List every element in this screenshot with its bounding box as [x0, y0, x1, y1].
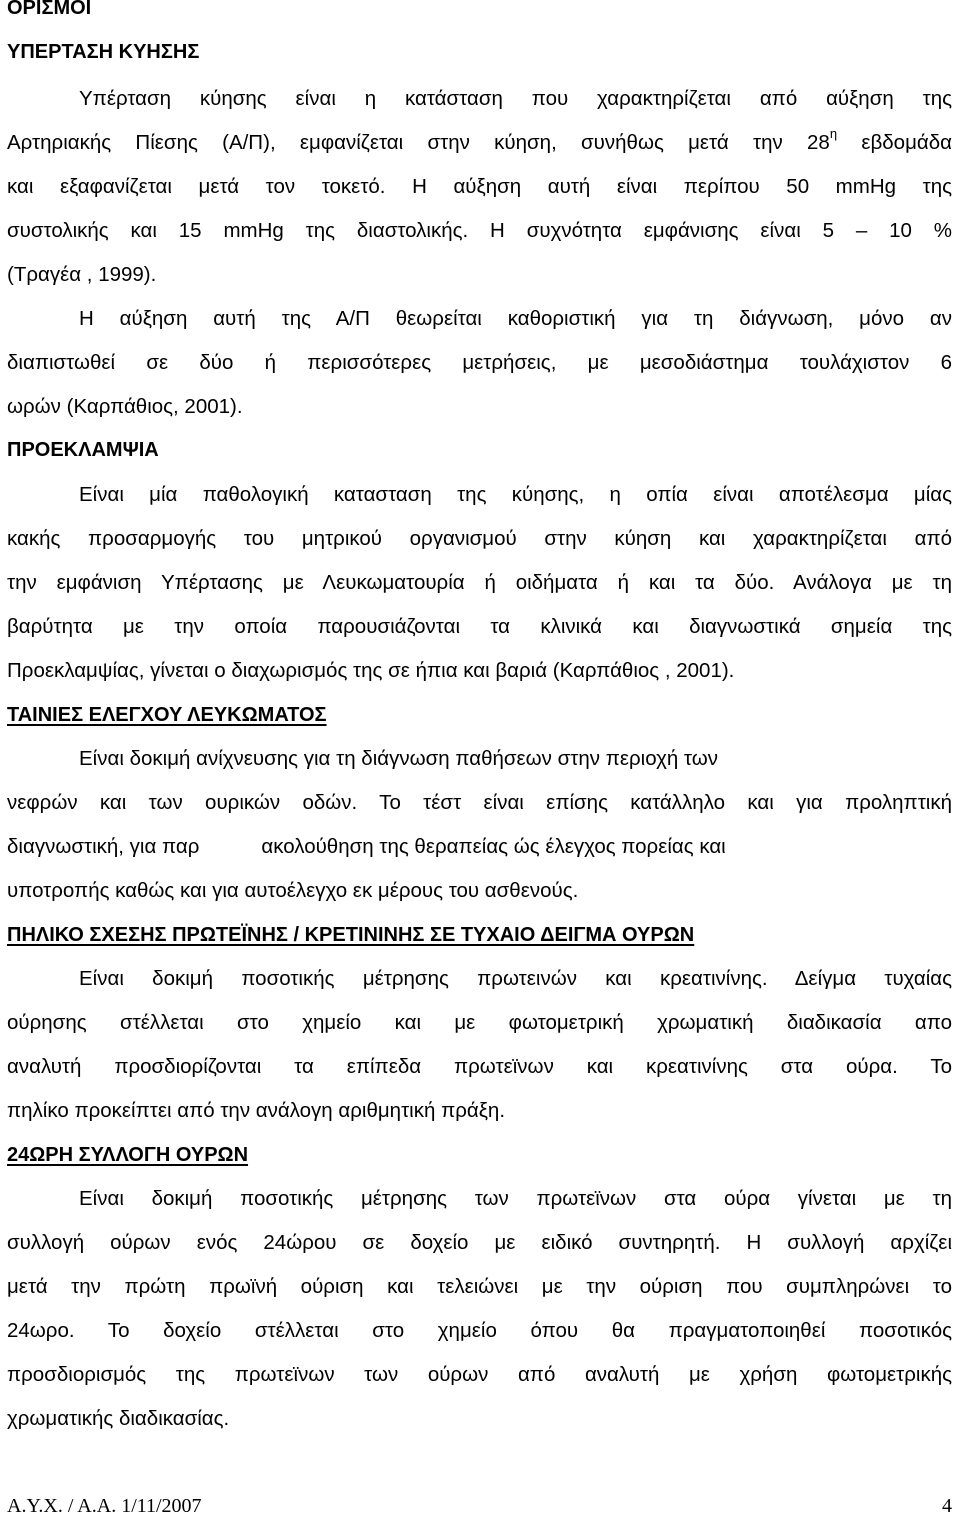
hypertension-line-2: Αρτηριακής Πίεσης (Α/Π), εμφανίζεται στην κύηση, συνήθως μετά την $28^\eta$ εβδομάδα: [7, 126, 952, 154]
page-footer: [7, 1494, 952, 1520]
footer-author-date: Α.Υ.Χ. / Α.Α. 1/11/2007: [7, 1495, 202, 1517]
strips-line-4: υποτροπής καθώς και για αυτοέλεγχο εκ μέρους του ασθενούς.: [7, 879, 579, 902]
heading-orismoi: ΟΡΙΣΜΟΙ: [7, 0, 92, 19]
collection-line-5: προσδιορισμός της πρωτεϊνων των ούρων από αναλυτή με χρήση φωτομετρικής: [7, 1363, 952, 1386]
heading-protein-strips: ΤΑΙΝΙΕΣ ΕΛΕΓΧΟΥ ΛΕΥΚΩΜΑΤΟΣ: [7, 704, 327, 726]
hypertension-line-7: διαπιστωθεί σε δύο ή περισσότερες μετρήσεις, με μεσοδιάστημα τουλάχιστον 6: [7, 351, 952, 374]
preeclampsia-line-4: βαρύτητα με την οποία παρουσιάζονται τα κλινικά και διαγνωστικά σημεία της: [7, 615, 952, 638]
collection-line-4: 24ωρο. Το δοχείο στέλλεται στο χημείο όπου θα πραγματοποιηθεί ποσοτικός: [7, 1319, 952, 1342]
collection-line-6: χρωματικής διαδικασίας.: [7, 1407, 230, 1430]
page-number: 4: [942, 1495, 952, 1517]
heading-preeclampsia: ΠΡΟΕΚΛΑΜΨΙΑ: [7, 439, 159, 461]
collection-line-2: συλλογή ούρων ενός 24ώρου σε δοχείο με ειδικό συντηρητή. Η συλλογή αρχίζει: [7, 1231, 952, 1254]
heading-24h-urine-collection: 24ΩΡΗ ΣΥΛΛΟΓΗ ΟΥΡΩΝ: [7, 1144, 249, 1166]
ratio-line-1: Είναι δοκιμή ποσοτικής μέτρησης πρωτεινών και κρεατινίνης. Δείγμα τυχαίας: [79, 967, 952, 990]
heading-hypertension: ΥΠΕΡΤΑΣΗ ΚΥΗΣΗΣ: [7, 41, 200, 63]
hypertension-line-4: συστολικής και 15 mmHg της διαστολικής. Η συχνότητα εμφάνισης είναι 5 – 10 %: [7, 219, 952, 242]
ratio-line-3: αναλυτή προσδιορίζονται τα επίπεδα πρωτεϊνων και κρεατινίνης στα ούρα. Το: [7, 1055, 952, 1078]
strips-line-3: διαγνωστική, για παρ ακολούθηση της θεραπείας ώς έλεγχος πορείας και: [7, 835, 726, 858]
hypertension-line-5: (Τραγέα , 1999).: [7, 263, 157, 286]
hypertension-line-6: Η αύξηση αυτή της Α/Π θεωρείται καθοριστική για τη διάγνωση, μόνο αν: [79, 307, 952, 330]
collection-line-1: Είναι δοκιμή ποσοτικής μέτρησης των πρωτεϊνων στα ούρα γίνεται με τη: [79, 1187, 952, 1210]
collection-line-3: μετά την πρώτη πρωϊνή ούριση και τελειώνει με την ούριση που συμπληρώνει το: [7, 1275, 952, 1298]
preeclampsia-line-1: Είναι μία παθολογική κατασταση της κύησης, η οπία είναι αποτέλεσμα μίας: [79, 483, 952, 506]
hypertension-line-8: ωρών (Καρπάθιος, 2001).: [7, 395, 243, 418]
ratio-line-2: ούρησης στέλλεται στο χημείο και με φωτομετρική χρωματική διαδικασία απο: [7, 1011, 952, 1034]
hypertension-line-3: και εξαφανίζεται μετά τον τοκετό. Η αύξηση αυτή είναι περίπου 50 mmHg της: [7, 175, 952, 198]
preeclampsia-line-2: κακής προσαρμογής του μητρικού οργανισμού στην κύηση και χαρακτηρίζεται από: [7, 527, 952, 550]
preeclampsia-line-5: Προεκλαμψίας, γίνεται ο διαχωρισμός της σε ήπια και βαριά (Καρπάθιος , 2001).: [7, 659, 735, 682]
hypertension-line-1: Υπέρταση κύησης είναι η κατάσταση που χαρακτηρίζεται από αύξηση της: [79, 87, 952, 110]
ratio-line-4: πηλίκο προκείπτει από την ανάλογη αριθμητική πράξη.: [7, 1099, 506, 1122]
strips-line-2: νεφρών και των ουρικών οδών. Το τέστ είναι επίσης κατάλληλο και για προληπτική: [7, 791, 952, 814]
heading-protein-creatinine-ratio: ΠΗΛΙΚΟ ΣΧΕΣΗΣ ΠΡΩΤΕΪΝΗΣ / ΚΡΕΤΙΝΙΝΗΣ ΣΕ ΤΥΧΑΙΟ ΔΕΙΓΜΑ ΟΥΡΩΝ: [7, 924, 695, 946]
preeclampsia-line-3: την εμφάνιση Υπέρτασης με Λευκωματουρία ή οιδήματα ή και τα δύο. Ανάλογα με τη: [7, 571, 952, 594]
strips-line-1: Είναι δοκιμή ανίχνευσης για τη διάγνωση παθήσεων στην περιοχή των: [79, 747, 718, 770]
